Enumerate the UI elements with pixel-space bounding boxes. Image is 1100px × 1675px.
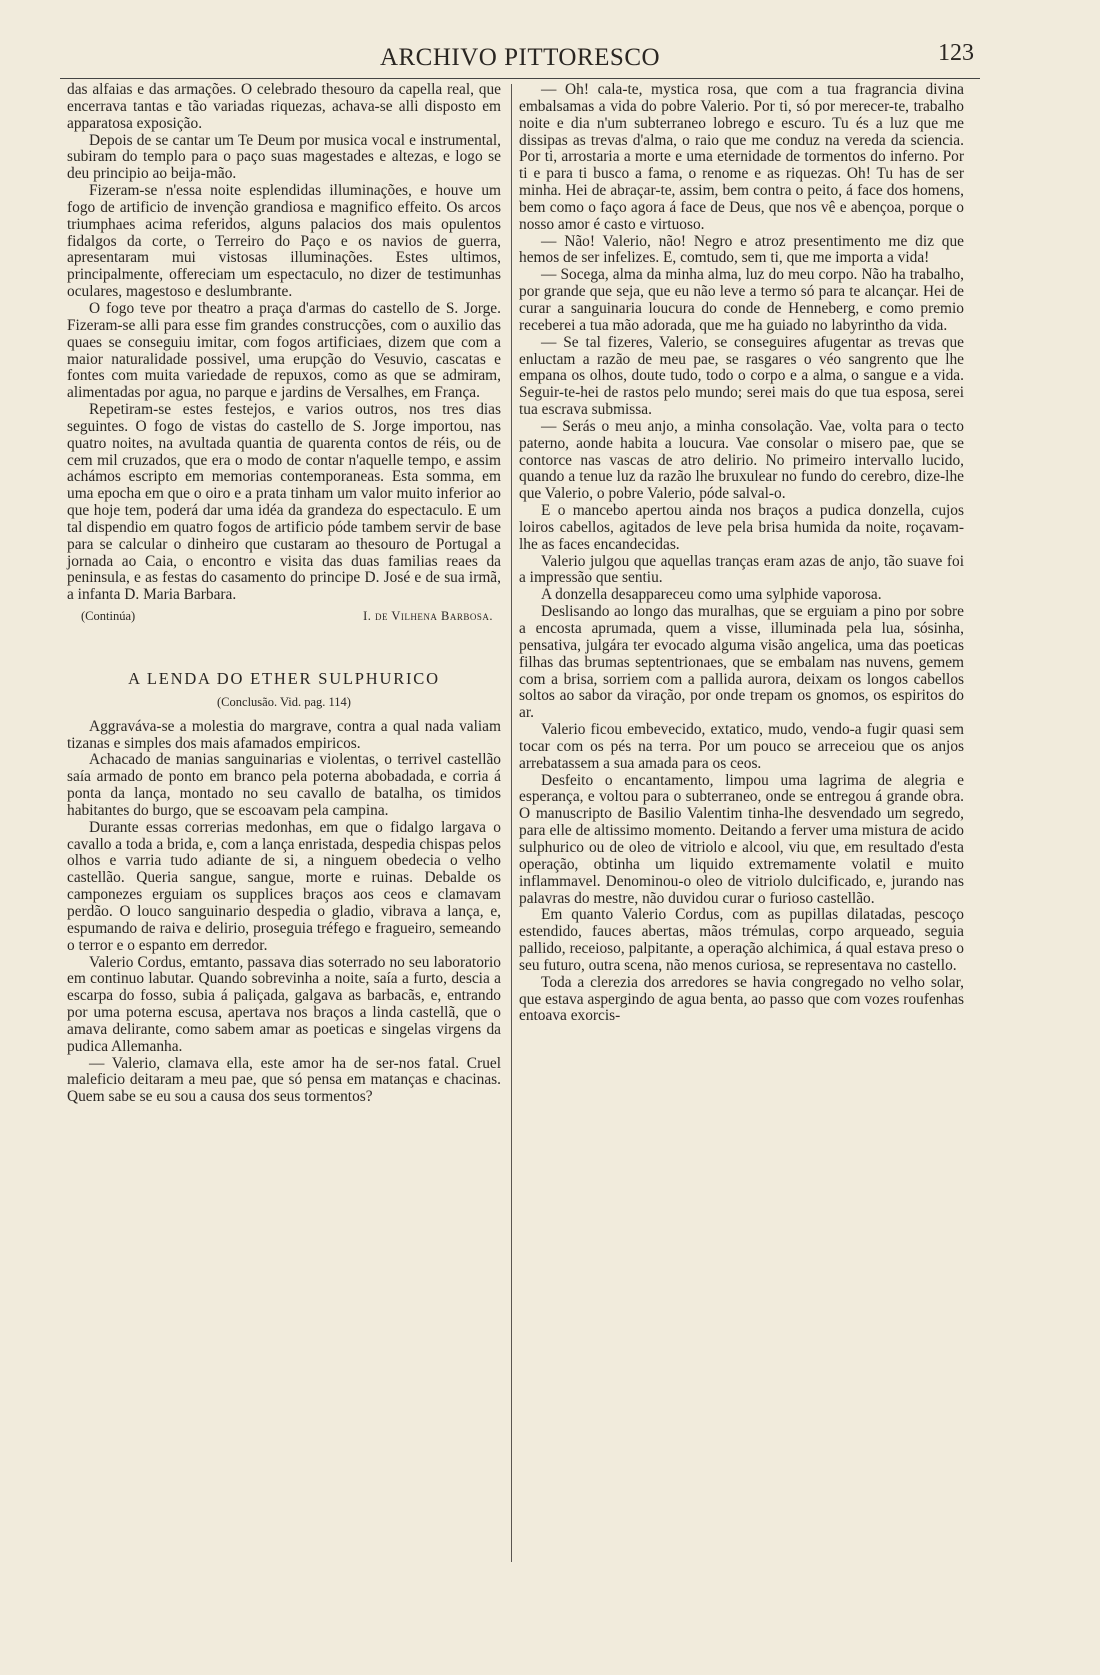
page-number: 123 bbox=[938, 40, 974, 66]
paragraph: A donzella desappareceu como uma sylphide vaporosa. bbox=[541, 586, 882, 604]
page-header bbox=[60, 38, 980, 79]
paragraph: Toda a clerezia dos arredores se havia congregado no velho solar, que estava aspergindo de agua benta, ao passo que com vozes roufenhas entoava exorcis- bbox=[519, 973, 964, 1025]
article-title: A LENDA DO ETHER SULPHURICO bbox=[128, 669, 440, 688]
paragraph: Durante essas correrias medonhas, em que o fidalgo largava o cavallo a toda a brida, e, com a lança enristada, despedia chispas pelos olhos e varria tudo adiante de si, a ninguem obedecia o velho castellão. Queria sangue, sangue, morte e ruinas. Debalde os camponezes erguiam os supplices braços aos ceos e clamavam perdão. O louco sanguinario despedia o gladio, vibrava a lança, e, espumando de raiva e delirio, proseguia tréfego e fragueiro, semeando o terror e o espanto em derredor. bbox=[67, 818, 501, 954]
paragraph: — Socega, alma da minha alma, luz do meu corpo. Não ha trabalho, por grande que seja, que eu não leve a termo só para te alcançar. Hei de curar a sanguinaria loucura do conde de Henneberg, e como premio receberei a tua mão adorada, que me ha guiado no labyrintho da vida. bbox=[519, 266, 964, 334]
continua-note: (Continúa) bbox=[81, 609, 136, 624]
paragraph: das alfaias e das armações. O celebrado thesouro da capella real, que encerrava tantas e tão variadas riquezas, achava-se alli disposto em apparatosa exposição. bbox=[67, 81, 501, 132]
paragraph: Repetiram-se estes festejos, e varios outros, nos tres dias seguintes. O fogo de vistas do castello de S. Jorge importou, nas quatro noites, na avultada quantia de quarenta contos de réis, ou de cem mil cruzados, que era o modo de contar n'aquelle tempo, e assim achámos escripto em memorias contemporaneas. Esta somma, em uma epocha em que o oiro e a prata tinham um valor muito inferior ao que hoje tem, poderá dar uma idéa da grandeza do espectaculo. E um tal dispendio em quatro fogos de artificio póde tambem servir de base para se calcular o dinheiro que custaram ao thesouro de Portugal a jornada ao Caia, o encontro e visita das duas familias reaes da peninsula, e as festas do casamento do principe D. José e de sua irmã, a infanta D. Maria Barbara. bbox=[67, 401, 501, 604]
paragraph: Deslisando ao longo das muralhas, que se erguiam a pino por sobre a encosta aprumada, quem a visse, illuminada pela lua, sósinha, pensativa, julgára ter evocado alguma visão angelica, uma das poeticas filhas das brumas septentrionaes, que se embalam nas nuvens, gemem com a brisa, sorriem com a pallida aurora, deixam os longos cabellos soltos ao sabor da viração, por onde trepam os gnomos, os espiritos do ar. bbox=[519, 603, 964, 722]
paragraph: Depois de se cantar um Te Deum por musica vocal e instrumental, subiram do templo para o paço suas magestades e altezas, e logo se deu principio ao beija-mão. bbox=[67, 131, 501, 183]
paragraph: — Serás o meu anjo, a minha consolação. Vae, volta para o tecto paterno, aonde habita a loucura. Vae consolar o misero pae, que se contorce nas vascas de atro delirio. No primeiro intervallo lucido, quando a tenue luz da razão lhe bruxulear no fundo do cerebro, dize-lhe que Valerio, o pobre Valerio, póde salval-o. bbox=[519, 417, 964, 503]
paragraph: Valerio ficou embevecido, extatico, mudo, vendo-a fugir quasi sem tocar com os pés na terra. Por um pouco se arreceiou que os anjos arrebatassem a sua amada para os ceos. bbox=[519, 721, 964, 772]
paragraph: Achacado de manias sanguinarias e violentas, o terrivel castellão saía armado de ponto em branco pela poterna abobadada, e corria á ponta da lança, montado no seu cavallo de batalha, os timidos habitantes do burgo, que se escoavam pela campina. bbox=[67, 751, 501, 819]
left-column bbox=[67, 82, 501, 1106]
paragraph: — Valerio, clamava ella, este amor ha de ser-nos fatal. Cruel maleficio deitaram a meu pae, que só pensa em matanças e chacinas. Quem sabe se eu sou a causa dos seus tormentos? bbox=[67, 1054, 501, 1106]
paragraph: — Oh! cala-te, mystica rosa, que com a tua fragrancia divina embalsamas a vida do pobre Valerio. Por ti, só por merecer-te, trabalho noite e dia n'um subterraneo lobrego e escuro. Tu és a luz que me dissipas as trevas d'alma, o raio que me conduz na vereda da sciencia. Por ti, arrostaria a morte e uma eternidade de tormentos do inferno. Por ti e para ti busco a fama, o renome e as riquezas. Oh! Tu has de ser minha. Hei de abraçar-te, assim, bem contra o peito, á face dos homens, bem como o faço agora á face de Deus, que nos vê e abençoa, porque o nosso amor é casto e virtuoso. bbox=[519, 81, 964, 233]
paragraph: Valerio Cordus, emtanto, passava dias soterrado no seu laboratorio em continuo labutar. Quando sobrevinha a noite, saía a furto, descia a escarpa do fosso, subia á paliçada, galgava as barbacãs, e, entrando por uma poterna escusa, apertava nos braços a linda castellã, que o amava delirante, como sabem amar as poeticas e singelas virgens da pudica Allemanha. bbox=[67, 953, 501, 1055]
running-title: ARCHIVO PITTORESCO bbox=[379, 44, 661, 71]
paragraph: Fizeram-se n'essa noite esplendidas illuminações, e houve um fogo de artificio de invenção grandiosa e magnifico effeito. Os arcos triumphaes acima referidos, alguns palacios dos mais opulentos fidalgos da corte, o Terreiro do Paço e os navios de guerra, apresentaram mui vistosas illuminações. Estes ultimos, principalmente, offereciam um espectaculo, no dizer de testimunhas oculares, magestoso e deslumbrante. bbox=[67, 182, 501, 301]
paragraph: E o mancebo apertou ainda nos braços a pudica donzella, cujos loiros cabellos, agitados de leve pela brisa humida da noite, roçavam-lhe as faces encandecidas. bbox=[519, 502, 964, 553]
article-subtitle: (Conclusão. Vid. pag. 114) bbox=[217, 694, 351, 709]
paragraph: Desfeito o encantamento, limpou uma lagrima de alegria e esperança, e voltou para o subterraneo, onde se entregou á grande obra. O manuscripto de Basilio Valentim tinha-lhe desvendado um segredo, para elle de altissimo momento. Deitando a ferver uma mistura de acido sulphurico ou de oleo de vitriolo e alcool, viu que, em resultado d'esta operação, obtinha um liquido extremamente volatil e muito inflammavel. Denominou-o oleo de vitriolo dulcificado, e, jurando nas palavras do mestre, não duvidou curar o furioso castellão. bbox=[519, 771, 964, 907]
paragraph: Aggraváva-se a molestia do margrave, contra a qual nada valiam tizanas e simples dos mais afamados empiricos. bbox=[67, 717, 501, 752]
paragraph: — Não! Valerio, não! Negro e atroz presentimento me diz que hemos de ser infelizes. E, comtudo, sem ti, que me importa a vida! bbox=[519, 232, 964, 267]
right-column bbox=[519, 82, 964, 1025]
paragraph: — Se tal fizeres, Valerio, se conseguires afugentar as trevas que enluctam a razão de meu pae, se rasgares o véo sangrento que lhe empana os olhos, doute tudo, todo o corpo e a alma, o sangue e a vida. Seguir-te-hei de rastos pelo mundo; serei mais do que tua esposa, serei tua escrava submissa. bbox=[519, 333, 964, 419]
paragraph: O fogo teve por theatro a praça d'armas do castello de S. Jorge. Fizeram-se alli para esse fim grandes construcções, com o auxilio das quaes se conseguiu imitar, com fogos artificiaes, dizem que com a maior naturalidade possivel, uma erupção do Vesuvio, cascatas e fontes com muita variedade de repuxos, como as que se admiram, alimentadas por agua, no parque e jardins de Versalhes, em França. bbox=[67, 299, 501, 402]
column-divider bbox=[511, 84, 512, 1562]
paragraph: Valerio julgou que aquellas tranças eram azas de anjo, tão suave foi a impressão que sentiu. bbox=[519, 552, 964, 587]
author-name: I. de Vilhena Barbosa. bbox=[363, 609, 493, 624]
article-signature bbox=[67, 608, 501, 625]
paragraph: Em quanto Valerio Cordus, com as pupillas dilatadas, pescoço estendido, fauces abertas, mãos trémulas, corpo arqueado, seguia pallido, receioso, palpitante, a operação alchimica, á qual estava preso o seu futuro, outra scena, não menos curiosa, se representava no castello. bbox=[519, 906, 964, 974]
